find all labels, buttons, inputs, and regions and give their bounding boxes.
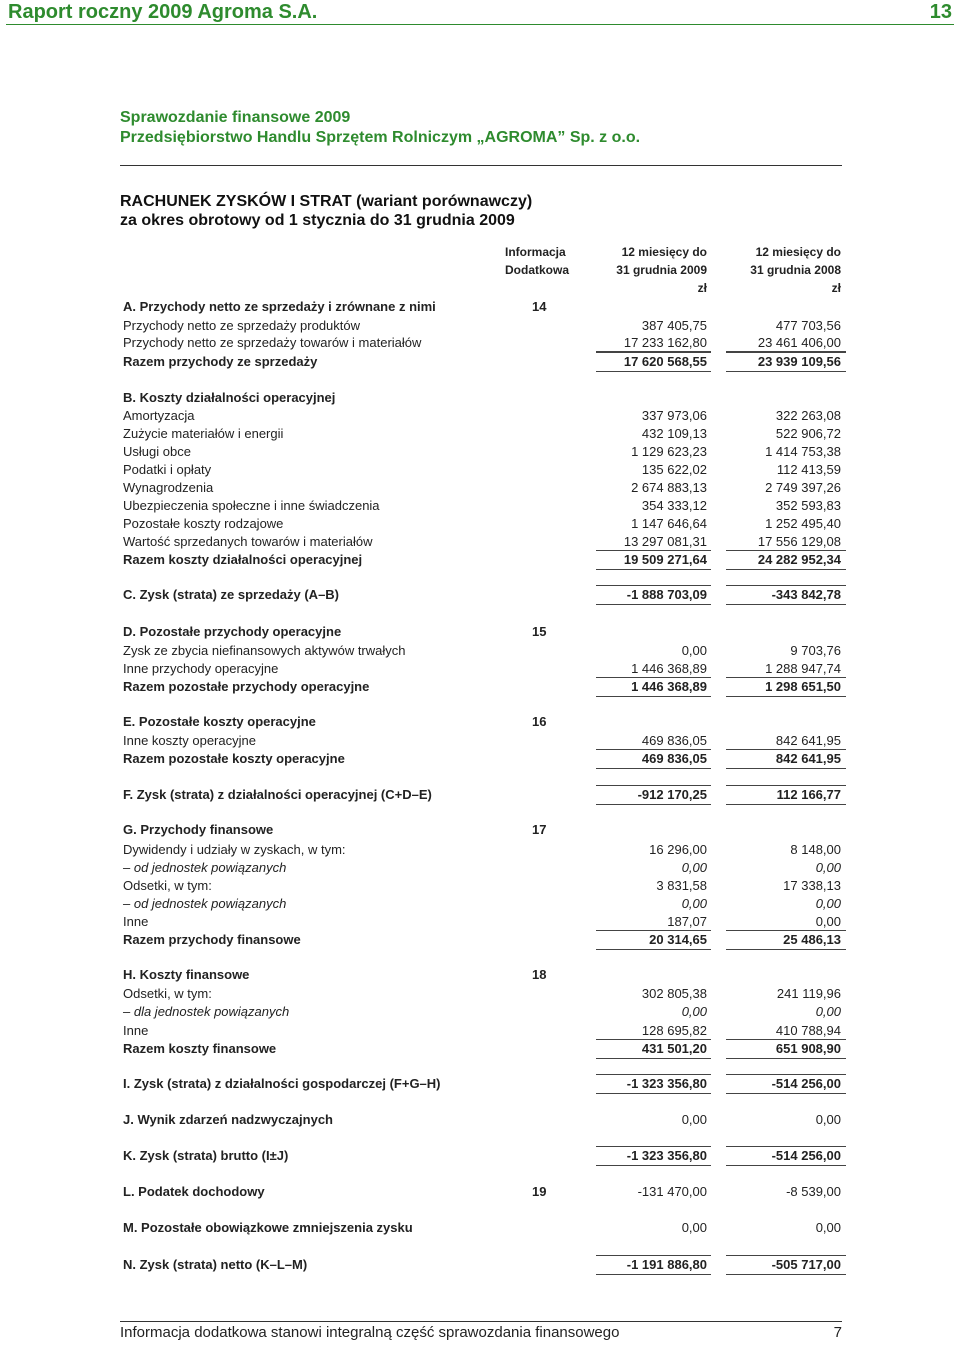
statement-row bbox=[0, 714, 960, 732]
value-2009: 469 836,05 bbox=[641, 751, 707, 766]
subtotal-rule-2008 bbox=[726, 351, 846, 352]
subtotal-rule-2008 bbox=[726, 1039, 846, 1040]
value-2009: 135 622,02 bbox=[641, 462, 707, 477]
column-header-note-line2: Dodatkowa bbox=[505, 263, 570, 277]
value-2008: 1 288 947,74 bbox=[765, 661, 841, 676]
statement-row bbox=[0, 1076, 960, 1094]
value-2008: 9 703,76 bbox=[790, 643, 841, 658]
value-2008: -505 717,00 bbox=[771, 1257, 841, 1272]
row-note-ref: 19 bbox=[532, 1184, 547, 1199]
statement-row bbox=[0, 986, 960, 1004]
row-label: I. Zysk (strata) z działalności gospodarczej (F+G–H) bbox=[123, 1076, 441, 1091]
value-2009: 0,00 bbox=[681, 1112, 707, 1127]
total-rule-bottom-2009 bbox=[596, 604, 711, 605]
row-note-ref: 16 bbox=[532, 714, 547, 729]
total-rule-top-2009 bbox=[596, 1146, 711, 1147]
row-label: Wynagrodzenia bbox=[123, 480, 214, 495]
total-rule-top-2009 bbox=[596, 585, 711, 586]
total-rule-bottom-2009 bbox=[596, 1093, 711, 1094]
subtotal-rule-2009 bbox=[596, 1039, 711, 1040]
statement-row bbox=[0, 822, 960, 840]
row-label: L. Podatek dochodowy bbox=[123, 1184, 265, 1199]
statement-row bbox=[0, 1041, 960, 1059]
value-2009: 2 674 883,13 bbox=[631, 480, 707, 495]
value-2008: 651 908,90 bbox=[775, 1041, 841, 1056]
row-label: Przychody netto ze sprzedaży produktów bbox=[123, 318, 361, 333]
value-2008: 522 906,72 bbox=[775, 426, 841, 441]
value-2009: 16 296,00 bbox=[649, 842, 707, 857]
page-number: 13 bbox=[929, 1, 952, 23]
column-header-2008-line2: 31 grudnia 2008 bbox=[750, 263, 841, 277]
total-rule-bottom-2008 bbox=[726, 1093, 846, 1094]
statement-row bbox=[0, 480, 960, 498]
value-2009: 1 446 368,89 bbox=[631, 679, 707, 694]
total-rule-bottom-2008 bbox=[726, 1058, 846, 1059]
value-2008: 842 641,95 bbox=[775, 751, 841, 766]
row-label: H. Koszty finansowe bbox=[123, 967, 250, 982]
row-label: Razem koszty działalności operacyjnej bbox=[123, 552, 363, 567]
value-2009: 0,00 bbox=[681, 860, 707, 875]
row-label: Odsetki, w tym: bbox=[123, 878, 212, 893]
row-label: Zysk ze zbycia niefinansowych aktywów trwałych bbox=[123, 643, 406, 658]
statement-row bbox=[0, 1184, 960, 1202]
value-2008: 23 939 109,56 bbox=[757, 354, 841, 369]
value-2008: 112 413,59 bbox=[776, 462, 841, 477]
value-2009: 469 836,05 bbox=[641, 733, 707, 748]
subtotal-rule-2009 bbox=[596, 677, 711, 678]
statement-row bbox=[0, 1220, 960, 1238]
value-2009: 432 109,13 bbox=[641, 426, 707, 441]
row-label: N. Zysk (strata) netto (K–L–M) bbox=[123, 1257, 308, 1272]
total-rule-bottom-2009 bbox=[596, 768, 711, 769]
value-2008: -8 539,00 bbox=[786, 1184, 841, 1199]
column-header-2009-line1: 12 miesięcy do bbox=[621, 245, 707, 259]
value-2008: 842 641,95 bbox=[775, 733, 841, 748]
value-2008: 23 461 406,00 bbox=[757, 335, 841, 350]
value-2008: 1 252 495,40 bbox=[765, 516, 841, 531]
value-2008: 8 148,00 bbox=[790, 842, 841, 857]
total-rule-bottom-2008 bbox=[726, 371, 846, 372]
value-2008: 322 263,08 bbox=[775, 408, 841, 423]
statement-row bbox=[0, 498, 960, 516]
subtotal-rule-2008 bbox=[726, 749, 846, 750]
column-header-2009 bbox=[596, 243, 707, 297]
row-label: Razem pozostałe przychody operacyjne bbox=[123, 679, 370, 694]
total-rule-top-2009 bbox=[596, 1074, 711, 1075]
statement-row bbox=[0, 587, 960, 605]
statement-row bbox=[0, 408, 960, 426]
subtotal-rule-2008 bbox=[726, 930, 846, 931]
value-2009: -912 170,25 bbox=[637, 787, 707, 802]
column-header-note bbox=[505, 243, 569, 279]
row-note-ref: 14 bbox=[532, 299, 547, 314]
value-2008: 410 788,94 bbox=[775, 1023, 841, 1038]
row-label: Odsetki, w tym: bbox=[123, 986, 212, 1001]
value-2009: 431 501,20 bbox=[641, 1041, 707, 1056]
column-header-2009-line2: 31 grudnia 2009 bbox=[616, 263, 707, 277]
value-2008: 25 486,13 bbox=[783, 932, 841, 947]
row-label: C. Zysk (strata) ze sprzedaży (A–B) bbox=[123, 587, 340, 602]
row-label: – od jednostek powiązanych bbox=[123, 896, 287, 911]
value-2008: 112 166,77 bbox=[776, 787, 841, 802]
statement-row bbox=[0, 932, 960, 950]
row-label: B. Koszty działalności operacyjnej bbox=[123, 390, 336, 405]
footer-note: Informacja dodatkowa stanowi integralną część sprawozdania finansowego bbox=[120, 1324, 620, 1341]
value-2009: 3 831,58 bbox=[656, 878, 707, 893]
value-2009: 354 333,12 bbox=[641, 498, 707, 513]
value-2009: -1 323 356,80 bbox=[626, 1148, 707, 1163]
statement-title-line1: RACHUNEK ZYSKÓW I STRAT (wariant porównawczy) bbox=[120, 193, 533, 210]
value-2009: -1 888 703,09 bbox=[626, 587, 707, 602]
value-2009: 1 147 646,64 bbox=[631, 516, 707, 531]
statement-row bbox=[0, 896, 960, 914]
footer-page-number: 7 bbox=[833, 1324, 842, 1341]
total-rule-bottom-2009 bbox=[596, 1165, 711, 1166]
row-label: Inne bbox=[123, 1023, 149, 1038]
statement-row bbox=[0, 842, 960, 860]
statement-subheader bbox=[120, 108, 640, 148]
value-2008: 0,00 bbox=[815, 896, 841, 911]
total-rule-bottom-2008 bbox=[726, 1274, 846, 1275]
total-rule-top-2008 bbox=[726, 585, 846, 586]
total-rule-top-2008 bbox=[726, 785, 846, 786]
row-label: Amortyzacja bbox=[123, 408, 195, 423]
row-label: Podatki i opłaty bbox=[123, 462, 212, 477]
statement-row bbox=[0, 1112, 960, 1130]
value-2008: 0,00 bbox=[815, 1004, 841, 1019]
value-2009: 302 805,38 bbox=[641, 986, 707, 1001]
total-rule-top-2008 bbox=[726, 1146, 846, 1147]
value-2008: 0,00 bbox=[815, 860, 841, 875]
statement-row bbox=[0, 354, 960, 372]
value-2009: 387 405,75 bbox=[641, 318, 707, 333]
row-label: G. Przychody finansowe bbox=[123, 822, 274, 837]
subheader-line2: Przedsiębiorstwo Handlu Sprzętem Rolniczym „AGROMA” Sp. z o.o. bbox=[120, 129, 641, 146]
total-rule-top-2008 bbox=[726, 352, 846, 353]
total-rule-bottom-2009 bbox=[596, 1058, 711, 1059]
value-2009: 19 509 271,64 bbox=[623, 552, 707, 567]
total-rule-bottom-2008 bbox=[726, 804, 846, 805]
row-note-ref: 15 bbox=[532, 624, 547, 639]
row-label: Dywidendy i udziały w zyskach, w tym: bbox=[123, 842, 346, 857]
column-header-2008-line1: 12 miesięcy do bbox=[755, 245, 841, 259]
statement-title-line2: za okres obrotowy od 1 stycznia do 31 grudnia 2009 bbox=[120, 212, 515, 229]
statement-row bbox=[0, 624, 960, 642]
row-label: Inne przychody operacyjne bbox=[123, 661, 279, 676]
row-label: Inne bbox=[123, 914, 149, 929]
total-rule-top-2008 bbox=[726, 1074, 846, 1075]
row-label: – dla jednostek powiązanych bbox=[123, 1004, 290, 1019]
total-rule-bottom-2009 bbox=[596, 696, 711, 697]
statement-row bbox=[0, 860, 960, 878]
value-2008: 2 749 397,26 bbox=[765, 480, 841, 495]
row-note-ref: 17 bbox=[532, 822, 547, 837]
row-label: Usługi obce bbox=[123, 444, 191, 459]
value-2008: 241 119,96 bbox=[776, 986, 841, 1001]
row-label: K. Zysk (strata) brutto (I±J) bbox=[123, 1148, 289, 1163]
total-rule-bottom-2009 bbox=[596, 949, 711, 950]
column-header-note-line1: Informacja bbox=[505, 245, 566, 259]
subtotal-rule-2009 bbox=[596, 749, 711, 750]
statement-row bbox=[0, 318, 960, 336]
value-2008: 0,00 bbox=[815, 1220, 841, 1235]
value-2009: 13 297 081,31 bbox=[623, 534, 707, 549]
total-rule-bottom-2008 bbox=[726, 604, 846, 605]
value-2009: 17 620 568,55 bbox=[623, 354, 707, 369]
value-2009: 0,00 bbox=[681, 643, 707, 658]
statement-row bbox=[0, 679, 960, 697]
statement-row bbox=[0, 967, 960, 985]
row-note-ref: 18 bbox=[532, 967, 547, 982]
total-rule-bottom-2008 bbox=[726, 696, 846, 697]
value-2009: 187,07 bbox=[667, 914, 707, 929]
total-rule-bottom-2008 bbox=[726, 1165, 846, 1166]
subtotal-rule-2009 bbox=[596, 351, 711, 352]
statement-row bbox=[0, 643, 960, 661]
total-rule-bottom-2009 bbox=[596, 371, 711, 372]
value-2009: 0,00 bbox=[681, 896, 707, 911]
row-label: E. Pozostałe koszty operacyjne bbox=[123, 714, 316, 729]
statement-row bbox=[0, 1004, 960, 1022]
value-2008: 1 298 651,50 bbox=[765, 679, 841, 694]
row-label: M. Pozostałe obowiązkowe zmniejszenia zysku bbox=[123, 1220, 413, 1235]
subtotal-rule-2008 bbox=[726, 550, 846, 551]
value-2008: 1 414 753,38 bbox=[765, 444, 841, 459]
column-header-2008 bbox=[726, 243, 841, 297]
value-2009: -1 191 886,80 bbox=[626, 1257, 707, 1272]
value-2009: 0,00 bbox=[681, 1004, 707, 1019]
total-rule-top-2009 bbox=[596, 1255, 711, 1256]
row-label: A. Przychody netto ze sprzedaży i zrównane z nimi bbox=[123, 299, 436, 314]
subheader-divider bbox=[120, 165, 842, 166]
value-2009: 128 695,82 bbox=[641, 1023, 707, 1038]
row-label: Przychody netto ze sprzedaży towarów i materiałów bbox=[123, 335, 422, 350]
statement-row bbox=[0, 552, 960, 570]
value-2008: -514 256,00 bbox=[771, 1148, 841, 1163]
value-2008: 477 703,56 bbox=[775, 318, 841, 333]
value-2008: 352 593,83 bbox=[775, 498, 841, 513]
total-rule-bottom-2008 bbox=[726, 768, 846, 769]
value-2009: -1 323 356,80 bbox=[626, 1076, 707, 1091]
row-label: F. Zysk (strata) z działalności operacyjnej (C+D–E) bbox=[123, 787, 432, 802]
value-2008: 24 282 952,34 bbox=[757, 552, 841, 567]
row-label: Pozostałe koszty rodzajowe bbox=[123, 516, 284, 531]
row-label: Razem pozostałe koszty operacyjne bbox=[123, 751, 345, 766]
subtotal-rule-2009 bbox=[596, 550, 711, 551]
value-2008: 0,00 bbox=[815, 1112, 841, 1127]
value-2008: -514 256,00 bbox=[771, 1076, 841, 1091]
value-2008: -343 842,78 bbox=[771, 587, 841, 602]
row-label: J. Wynik zdarzeń nadzwyczajnych bbox=[123, 1112, 333, 1127]
value-2009: 337 973,06 bbox=[641, 408, 707, 423]
row-label: Wartość sprzedanych towarów i materiałów bbox=[123, 534, 373, 549]
statement-row bbox=[0, 390, 960, 408]
page-footer bbox=[120, 1321, 842, 1341]
row-label: Razem przychody ze sprzedaży bbox=[123, 354, 318, 369]
subtotal-rule-2009 bbox=[596, 930, 711, 931]
row-label: Ubezpieczenia społeczne i inne świadczenia bbox=[123, 498, 380, 513]
total-rule-bottom-2008 bbox=[726, 949, 846, 950]
value-2009: -131 470,00 bbox=[637, 1184, 707, 1199]
total-rule-bottom-2009 bbox=[596, 1274, 711, 1275]
row-label: Razem koszty finansowe bbox=[123, 1041, 277, 1056]
value-2009: 20 314,65 bbox=[649, 932, 707, 947]
statement-row bbox=[0, 462, 960, 480]
total-rule-top-2009 bbox=[596, 785, 711, 786]
statement-row bbox=[0, 426, 960, 444]
total-rule-bottom-2009 bbox=[596, 804, 711, 805]
total-rule-bottom-2008 bbox=[726, 569, 846, 570]
row-label: Inne koszty operacyjne bbox=[123, 733, 256, 748]
subheader-line1: Sprawozdanie finansowe 2009 bbox=[120, 109, 351, 126]
statement-row bbox=[0, 299, 960, 317]
statement-row bbox=[0, 751, 960, 769]
column-header-2009-unit: zł bbox=[697, 281, 707, 295]
value-2009: 0,00 bbox=[681, 1220, 707, 1235]
statement-row bbox=[0, 516, 960, 534]
report-header bbox=[6, 0, 954, 25]
statement-row bbox=[0, 444, 960, 462]
row-label: Razem przychody finansowe bbox=[123, 932, 301, 947]
value-2009: 1 129 623,23 bbox=[631, 444, 707, 459]
value-2008: 0,00 bbox=[815, 914, 841, 929]
statement-row bbox=[0, 1148, 960, 1166]
total-rule-top-2008 bbox=[726, 1255, 846, 1256]
row-label: Zużycie materiałów i energii bbox=[123, 426, 284, 441]
statement-title bbox=[120, 192, 532, 230]
statement-row bbox=[0, 787, 960, 805]
statement-row bbox=[0, 878, 960, 896]
value-2009: 17 233 162,80 bbox=[623, 335, 707, 350]
total-rule-top-2009 bbox=[596, 352, 711, 353]
row-label: – od jednostek powiązanych bbox=[123, 860, 287, 875]
row-label: D. Pozostałe przychody operacyjne bbox=[123, 624, 342, 639]
value-2008: 17 556 129,08 bbox=[757, 534, 841, 549]
value-2008: 17 338,13 bbox=[783, 878, 841, 893]
total-rule-bottom-2009 bbox=[596, 569, 711, 570]
report-title: Raport roczny 2009 Agroma S.A. bbox=[8, 1, 318, 23]
subtotal-rule-2008 bbox=[726, 677, 846, 678]
statement-row bbox=[0, 1257, 960, 1275]
value-2009: 1 446 368,89 bbox=[631, 661, 707, 676]
column-header-2008-unit: zł bbox=[831, 281, 841, 295]
